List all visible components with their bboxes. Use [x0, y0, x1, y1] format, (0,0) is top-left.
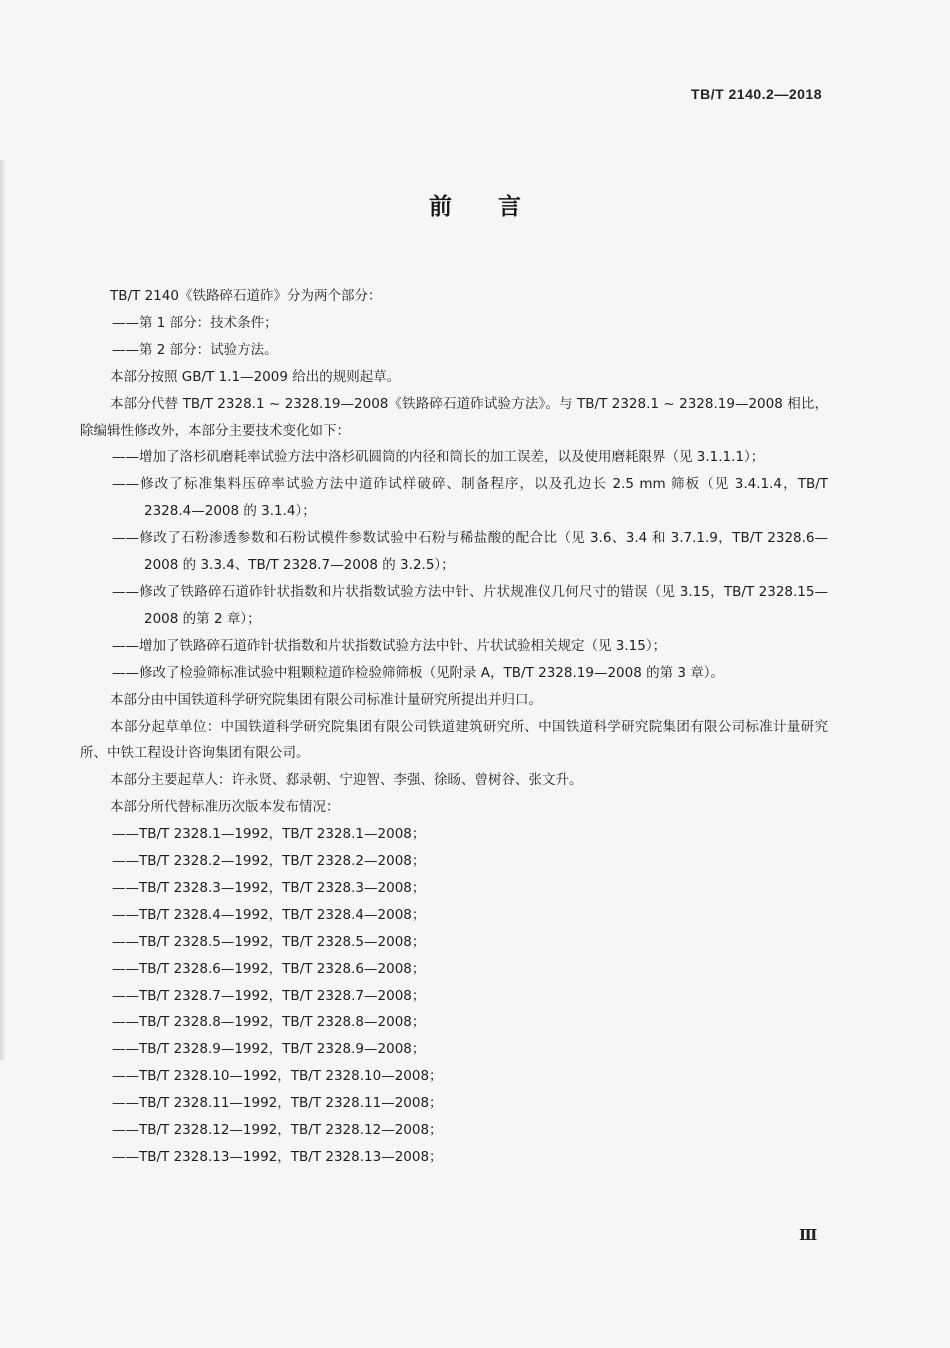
list-item: ——TB/T 2328.2—1992，TB/T 2328.2—2008；	[112, 853, 426, 870]
list-item: ——修改了石粉渗透参数和石粉试模件参数试验中石粉与稀盐酸的配合比（见 3.6、3.4 和 3.7.1.9，TB/T 2328.6—2008 的 3.3.4、TB/T 2328.7—2008 的 3.2.5）；	[112, 530, 828, 574]
list-item: ——TB/T 2328.6—1992，TB/T 2328.6—2008；	[112, 960, 426, 977]
list-item: ——TB/T 2328.3—1992，TB/T 2328.3—2008；	[112, 879, 426, 896]
list-item: ——修改了铁路碎石道砟针状指数和片状指数试验方法中针、片状规准仪几何尺寸的错误（见 3.15，TB/T 2328.15—2008 的第 2 章）；	[112, 583, 828, 627]
paragraph: 本部分起草单位：中国铁道科学研究院集团有限公司铁道建筑研究所、中国铁道科学研究院集团有限公司标准计量研究所、中铁工程设计咨询集团有限公司。	[80, 718, 828, 762]
list-item: ——第 1 部分：技术条件；	[112, 314, 278, 331]
paragraph: 本部分代替 TB/T 2328.1 ~ 2328.19—2008《铁路碎石道砟试验方法》。与 TB/T 2328.1 ~ 2328.19—2008 相比，除编辑性修改外，本部分主要技术变化如下：	[80, 395, 828, 439]
list-item: ——TB/T 2328.11—1992，TB/T 2328.11—2008；	[112, 1095, 443, 1112]
list-item: ——第 2 部分：试验方法。	[112, 341, 278, 358]
foreword-body	[80, 283, 828, 1171]
list-item: ——修改了检验筛标准试验中粗颗粒道砟检验筛筛板（见附录 A，TB/T 2328.19—2008 的第 3 章）。	[112, 664, 725, 681]
paragraph: 本部分由中国铁道科学研究院集团有限公司标准计量研究所提出并归口。	[110, 691, 542, 708]
list-item: ——增加了洛杉矶磨耗率试验方法中洛杉矶圆筒的内径和筒长的加工误差，以及使用磨耗限界（见 3.1.1.1）；	[112, 449, 765, 466]
list-item: ——修改了标准集料压碎率试验方法中道砟试样破碎、制备程序，以及孔边长 2.5 mm 筛板（见 3.4.1.4，TB/T 2328.4—2008 的 3.1.4）；	[112, 476, 828, 520]
page-number: Ⅲ	[799, 1226, 818, 1244]
list-item: ——TB/T 2328.7—1992，TB/T 2328.7—2008；	[112, 987, 426, 1004]
document-code: TB/T 2140.2—2018	[691, 86, 822, 102]
paragraph: 本部分按照 GB/T 1.1—2009 给出的规则起草。	[110, 368, 401, 385]
list-item: ——增加了铁路碎石道砟针状指数和片状指数试验方法中针、片状试验相关规定（见 3.15）；	[112, 637, 667, 654]
list-item: ——TB/T 2328.12—1992，TB/T 2328.12—2008；	[112, 1122, 443, 1139]
list-item: ——TB/T 2328.5—1992，TB/T 2328.5—2008；	[112, 933, 426, 950]
page-edge-shadow	[0, 160, 6, 1060]
list-item: ——TB/T 2328.13—1992，TB/T 2328.13—2008；	[112, 1149, 443, 1165]
list-item: ——TB/T 2328.1—1992，TB/T 2328.1—2008；	[112, 826, 426, 843]
paragraph: TB/T 2140《铁路碎石道砟》分为两个部分：	[110, 288, 382, 304]
list-item: ——TB/T 2328.10—1992，TB/T 2328.10—2008；	[112, 1068, 443, 1085]
paragraph: 本部分主要起草人：许永贤、郄录朝、宁迎智、李强、徐旸、曾树谷、张文升。	[110, 772, 583, 789]
list-item: ——TB/T 2328.4—1992，TB/T 2328.4—2008；	[112, 906, 426, 923]
page-title: 前言	[429, 194, 567, 220]
paragraph: 本部分所代替标准历次版本发布情况：	[110, 799, 340, 816]
list-item: ——TB/T 2328.9—1992，TB/T 2328.9—2008；	[112, 1041, 426, 1058]
list-item: ——TB/T 2328.8—1992，TB/T 2328.8—2008；	[112, 1014, 426, 1031]
